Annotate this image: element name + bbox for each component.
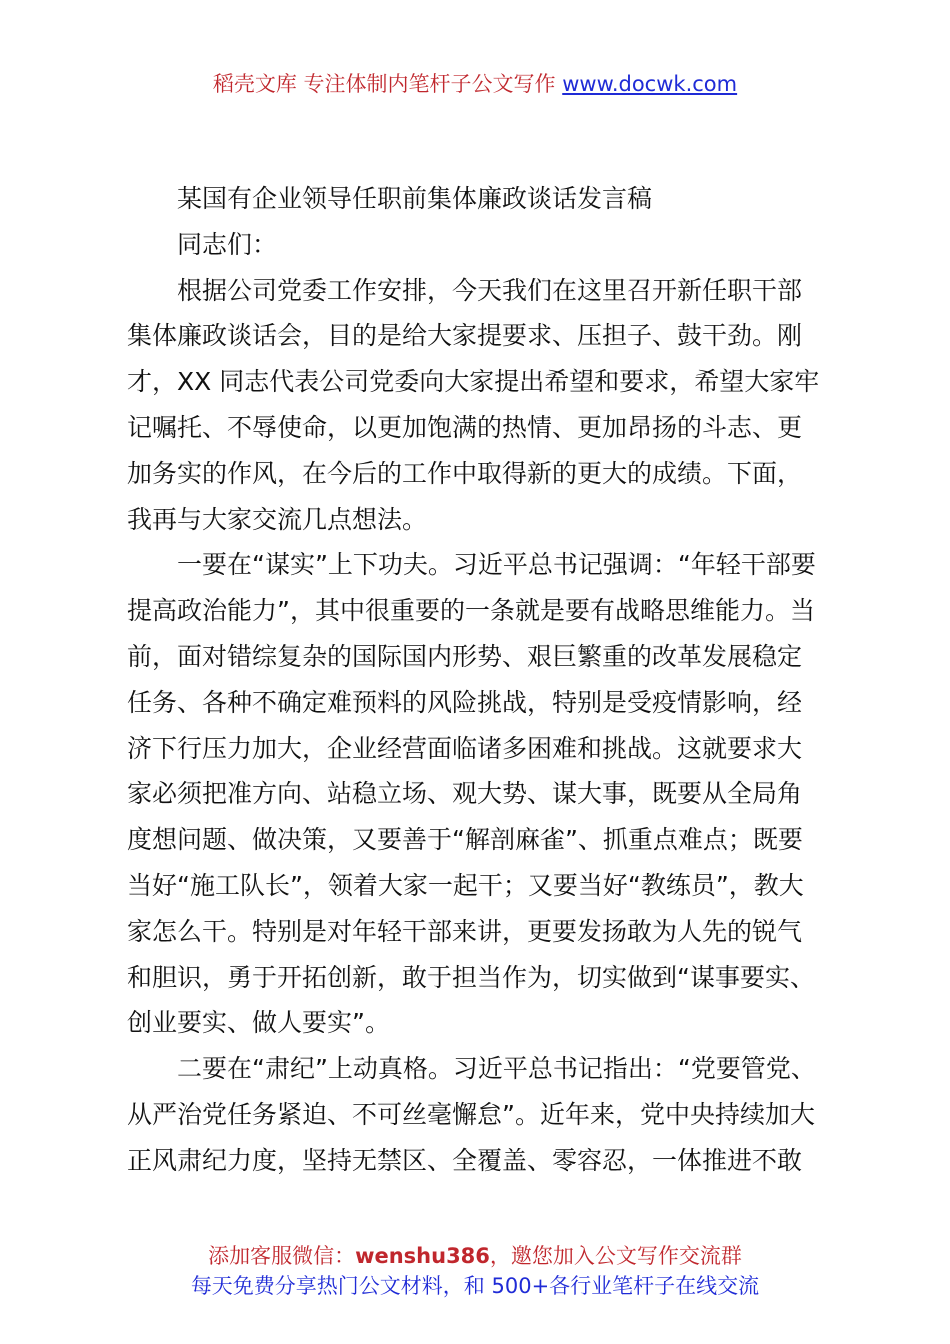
- paragraph-line: 家怎么干。特别是对年轻干部来讲，更要发扬敢为人先的锐气: [127, 916, 803, 946]
- header-brand-text: 稻壳文库 专注体制内笔杆子公文写作: [212, 72, 563, 96]
- paragraph-line: 我再与大家交流几点想法。: [127, 504, 428, 534]
- paragraph-line: 济下行压力加大，企业经营面临诸多困难和挑战。这就要求大: [127, 733, 803, 763]
- paragraph-line: 根据公司党委工作安排，今天我们在这里召开新任职干部: [127, 275, 803, 305]
- salutation: 同志们：: [127, 229, 278, 259]
- paragraph-line: 记嘱托、不辱使命，以更加饱满的热情、更加昂扬的斗志、更: [127, 412, 803, 442]
- paragraph-line: 二要在“肃纪”上动真格。习近平总书记指出：“党要管党、: [127, 1054, 816, 1084]
- paragraph-line: 正风肃纪力度，坚持无禁区、全覆盖、零容忍，一体推进不敢: [127, 1145, 803, 1175]
- paragraph-line: 加务实的作风，在今后的工作中取得新的更大的成绩。下面，: [127, 458, 803, 488]
- paragraph-line: 当好“施工队长”，领着大家一起干；又要当好“教练员”，教大: [127, 870, 804, 900]
- paragraph-line: 一要在“谋实”上下功夫。习近平总书记强调：“年轻干部要: [127, 550, 816, 580]
- paragraph-line: 创业要实、做人要实”。: [127, 1008, 390, 1038]
- footer-wechat-id: wenshu386: [355, 1244, 490, 1268]
- paragraph-line: 前，面对错综复杂的国际国内形势、艰巨繁重的改革发展稳定: [127, 641, 803, 671]
- paragraph-line: 才，XX 同志代表公司党委向大家提出希望和要求，希望大家牢: [127, 367, 820, 397]
- page-footer: [0, 1241, 950, 1301]
- paragraph-line: 集体廉政谈话会，目的是给大家提要求、压担子、鼓干劲。刚: [127, 321, 803, 351]
- paragraph-line: 家必须把准方向、站稳立场、观大势、谋大事，既要从全局角: [127, 779, 803, 809]
- paragraph-line: 和胆识，勇于开拓创新，敢于担当作为，切实做到“谋事要实、: [127, 962, 815, 992]
- header-website-link[interactable]: www.docwk.com: [562, 72, 738, 96]
- page-header: [0, 68, 950, 100]
- paragraph-line: 从严治党任务紧迫、不可丝毫懈怠”。近年来，党中央持续加大: [127, 1099, 815, 1129]
- paragraph-line: 提高政治能力”，其中很重要的一条就是要有战略思维能力。当: [127, 596, 815, 626]
- paragraph-line: 任务、各种不确定难预料的风险挑战，特别是受疫情影响，经: [127, 687, 803, 717]
- footer-contact-prefix: 添加客服微信：: [208, 1244, 356, 1268]
- document-title: 某国有企业领导任职前集体廉政谈话发言稿: [127, 184, 653, 213]
- footer-share-line: 每天免费分享热门公文材料，和 500+各行业笔杆子在线交流: [190, 1274, 760, 1298]
- footer-contact-suffix: ，邀您加入公文写作交流群: [489, 1244, 742, 1268]
- paragraph-line: 度想问题、做决策，又要善于“解剖麻雀”、抓重点难点；既要: [127, 825, 803, 855]
- footer-contact-line: [0, 1241, 950, 1271]
- document-body: [127, 176, 827, 1184]
